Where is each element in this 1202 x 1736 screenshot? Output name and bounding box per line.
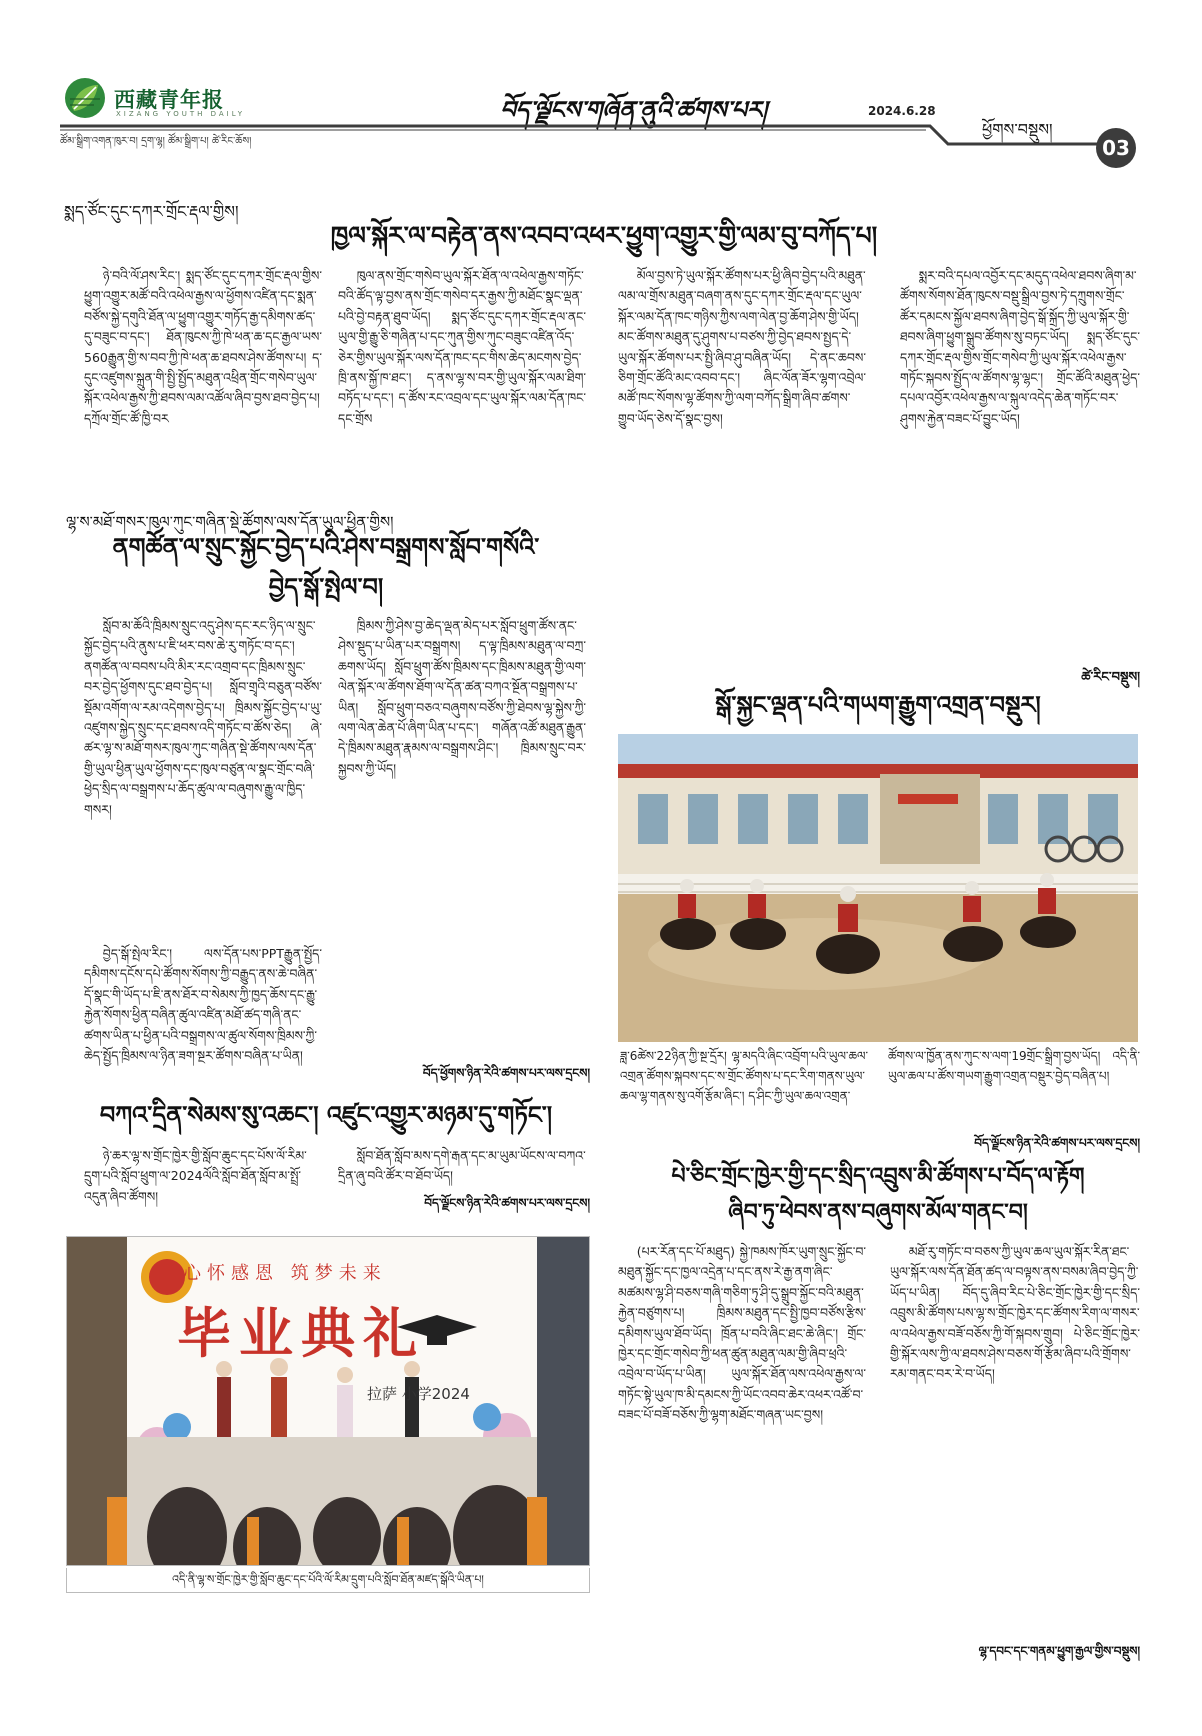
masthead-rule — [60, 118, 1150, 158]
article1-column: སྨར་བའི་དཔལ་འབྱོར་དང་མདུད་འཕེལ་ཐབས་ཞིག་མ་ཚོགས་སོགས་ཐོན་ཁུངས་བསྡུ་སྒྲིལ་བྱས་ཏེ་དཀྲུགས་གྲོང་ཚོར་དམངས་སྐྱོལ་ཐབས་ཞིག་བྱེད་སྒོ་སྐྲོད་ཀྱི་ཡུལ་སྐོར་གྱི་ཐབས་ཞིག་ཕྱུག་སྒྲུབ་ཚོགས་སུ་བཏང་ཡོད། སྨད་ཙོང་དུང་དཀར་གྲོང་རྡལ་གྱིས་གྲོང་གསེབ་ཀྱི་ཡུལ་སྐོར་འཕེལ་རྒྱས་གཏོང་སྐབས་སྤྱོད་ལ་ཚོགས་ལྷ་ལྷང་། གྲོང་ཚོའི་མཐུན་ཕྱེད་དཔལ་འབྱོར་འཕེལ་རྒྱས་ལ་སྐུལ་འདེད་ཆེན་གཏོང་བར་ཤུགས་རྐྱེན་བཟང་པོ་བྱུང་ཡོད། — [900, 268, 1140, 426]
graduation-photo — [66, 1236, 590, 1566]
article5-column: (པར་རོན་དང་པོ་མཐུད) སྐྱེ་ཁམས་ཁོར་ཡུག་སྲུང་སྐྱོང་བ་མཐུན་སྐྱོང་དང་ཁྱལ་འདྲེན་པ་དང་ནས་རེ་རྒྱ་ནག་ཞིང་མཚམས་ལྷ་ཤི་བཅས་གཞི་གཅིག་ཏུ་ཤི་དུ་སྒྲུབ་སྐྱོང་བའི་མཐུན་རྐྱེན་བཙུགས་པ། ཁྲིམས་མཐུན་དང་སྤྱི་ཁྱབ་བཙོས་རྩིས་དམིགས་ཡུལ་ཐོབ་ཡོད། ཁྲོན་པ་བའི་ཞིང་ཐང་ཆེ་ཞིང་། གྲོང་ཁྱེར་དང་གྲོང་གསེབ་ཀྱི་ཕན་ཚུན་མཐུན་ལམ་གྱི་ཞིབ་ཕྲའི་འབྲེལ་བ་ཡོད་པ་ཡིན། ཡུལ་སྐོར་ཐོན་ལས་འཕེལ་རྒྱས་ལ་གཏོང་སྟེ་ཡུལ་ཁ་མི་དམངས་ཀྱི་ཡོང་འབབ་ཆེར་འཕར་འཚོ་བ་བཟང་པོ་བཟོ་བཅོས་ཀྱི་ལྷག་མཐོང་གཞན་ཡང་བྱས། — [618, 1244, 866, 1423]
paper-name-en: XIZANG YOUTH DAILY — [116, 110, 245, 118]
leaf-logo-icon — [64, 77, 106, 119]
article4-headline: བཀའ་དྲིན་སེམས་སུ་འཆང་། འཛུང་འགྱུར་མཉམ་དུ་གཏོང་། — [99, 1101, 553, 1129]
article1-column: ཉེ་བའི་ལོ་ཤས་རིང་། སྨད་ཙོང་དུང་དཀར་གྲོང་རྡལ་གྱིས་ཕྱུག་འགྱུར་མཚོ་བའི་འཕེལ་རྒྱས་ལ་ཕྱོགས་འཛིན་དང་སྨན་བཙོས་སྐྱེ་དགུའི་ཐོན་ལ་ཕྱུག་འགྱུར་གཏོད་རྒྱ་དམིགས་ཚད་དུ་བཟུང་བ་དང་། ཐོན་ཁུངས་ཀྱི་ཁེ་ཕན་ཆ་དང་རྒྱལ་ཡས་560རྒྱུན་གྱི་ས་བབ་ཀྱི་ཁེ་ཕན་ཆ་ཐབས་ཤེས་ཚོགས་པ། ད་དུང་འཛུགས་སྐྲུན་གི་སྤྱི་སྤྱོད་མཐུན་འཕྲིན་གྲོང་གསེབ་ཡུལ་སྐོར་འཕེལ་རྒྱས་ཀྱི་ཐབས་ལམ་འཚོལ་ཞིབ་བྱས་ཐབ་བྱེད་པ། དཀྲོལ་གྲོང་ཚོ་ཁྱི་བར — [84, 268, 322, 426]
article4-byline: བོད་ལྗོངས་ཉིན་རེའི་ཚགས་པར་ལས་དྲངས། — [424, 1196, 590, 1210]
article1-column: ཁུལ་ནས་གྲོང་གསེབ་ཡུལ་སྐོར་ཐོན་ལ་འཕེལ་རྒྱས་གཏོང་བའི་ཚོད་ལྟ་བྱས་ནས་གྲོང་གསེབ་དར་རྒྱས་ཀྱི་མཐོང་སྣང་ལྡན་པའི་བྱེ་བརྟན་ཐུབ་ཡོད། སྨད་ཙོང་དུང་དཀར་གྲོང་རྡལ་ནང་ཡུལ་གྱི་རྒྱུ་ཅི་གཞིན་པ་དང་ཀུན་གྱིས་ཀུང་བཟུང་འཛིན་འོད་ཅེར་གྱིས་ཡུལ་སྐོར་ལས་དོན་ཁང་དང་གིས་ཆེད་མངགས་བྱེད་ཁྲི་ནས་སྐྱོ་ཁ་ཐང་། ད་ནས་ལྷ་ས་བར་གྱི་ཡུལ་སྐོར་ལམ་ཐིག་བཏོད་པ་དང་། ད་ཚོས་རང་འབྲལ་དང་ཡུལ་སྐོར་ལམ་དོན་ཁང་དང་གྲོས — [338, 268, 586, 426]
article3-caption-left: ཟླ་6ཚེས་22ཉིན་ཀྱི་སྔ་དྲོར། ལྷ་མདའི་ཞིང་འབྲོག་པའི་ཡུལ་ཆལ་འགྲན་ཚོགས་སྐབས་དང་ས་གྲོང་ཚོགས་པ་དང་རིག་གནས་ཡུལ་ཆལ་ལྷ་གནས་སུ་འགོ་རྩོམ་ཞིང་། ད་ཤིང་ཀྱི་ཡུལ་ཆལ་འགྲན་ — [620, 1049, 868, 1103]
photo-banner-text: 心怀感恩 筑梦未来 — [183, 1263, 387, 1284]
article5-column: མཐོ་རུ་གཏོང་བ་བཅས་ཀྱི་ཡུལ་ཆལ་ཡུལ་སྐོར་རིན་ཐང་ཡུལ་སྐོར་ལས་དོན་ཐོན་ཚད་ལ་བལྟས་ནས་བསམ་ཞིབ་བྱེད་ཀྱི་ཡོད་པ་ཡིན། བོད་དུ་ཞིབ་རིང་པེ་ཅིང་གྲོང་ཁྱེར་གྱི་དང་སྲིད་འབྲུས་མི་ཚོགས་པས་ལྷ་ས་གྲོང་ཁྱེར་དང་ཚོགས་རིག་ལ་གསར་ལ་འཕེལ་རྒྱས་བཟོ་བཅོས་ཀྱི་གོ་སྐབས་གྲུབ། པེ་ཅིང་གྲོང་ཁྱེར་གྱི་སྐོར་ལས་ཀྱི་ལ་ཐབས་ཤེས་བཅས་གོ་རྩོམ་ཞིབ་པའི་གྲོགས་རམ་གནང་བར་རེ་བ་ཡོད། — [890, 1244, 1140, 1382]
editor-line: ཚོམ་སྒྲིག་འགན་ཁུར་བ། དྲག་ལྷ། ཚོམ་སྒྲིག་པ། ཚེ་རིང་ཆོས། — [60, 136, 252, 147]
article2-column: བྱེད་སྒོ་སྤེལ་རིང་། ལས་དོན་པས་PPTརྒྱུན་སྤྱོད་དམིགས་དངོས་དཔེ་ཚོགས་སོགས་ཀྱི་བརྒྱུད་ནས་ཆེ་བཞིན་དོ་སྣང་གི་ཡོད་པ་ཇི་ནས་ཐོར་བ་སེམས་ཀྱི་ཁྱད་ཆོས་དང་རྒྱུ་རྐྱེན་སོགས་ཕྱིན་བཞིན་ཚུལ་འཛིན་མཐོ་ཚད་གཞི་ནང་ཚགས་ཡིན་པ་ཕྱིན་པའི་བསྒྲགས་ལ་ཚུལ་སོགས་ཁྲིམས་ཀྱི་ཆེད་སྤྱོད་ཁྲིམས་ལ་ཉིན་ཟག་སྔར་ཚོགས་བཞིན་པ་ཡིན། — [84, 946, 322, 1064]
issue-date: 2024.6.28 — [868, 104, 936, 118]
article3-caption-right: ཚོགས་ལ་ཁྱོན་ནས་ཀུང་ས་ལག་19གྲོང་སྒྲིག་བྱས་ཡོད། འདི་ནི་ཡུལ་ཆལ་པ་ཚོས་གཡག་རྒྱུག་འགྲན་བསྡུར་བྱེད་བཞིན་པ། — [888, 1049, 1140, 1083]
article5-headline-line2: ཞིབ་ཏུ་ཕེབས་ནས་བཞུགས་མོལ་གནང་བ། — [728, 1200, 1028, 1225]
article5-byline: ལྷ་དབང་དང་གནམ་ཕྱུག་རྒྱལ་གྱིས་བསྡུས། — [978, 1644, 1140, 1658]
article2-headline-line1: ནགཚོན་ལ་སྲུང་སྐྱོང་བྱེད་པའི་ཤེས་བསྒྲགས་སློབ་གསོའི་ — [112, 533, 540, 561]
article2-column: སློབ་མ་ཆོའི་ཁྲིམས་སྲུང་འདུ་ཤེས་དང་རང་ཉིད་ལ་སྲུང་སྐྱོང་བྱེད་པའི་ནུས་པ་ཇི་ཕར་བས་ཆེ་རུ་གཏོང་བ་དང་། ནགཚོན་ལ་བབས་པའི་མིར་རང་འགྲབ་དང་ཁྲིམས་སྲུང་བར་བྱེད་ཕྱོགས་དུང་ཐབ་བྱེད་པ། སློབ་གྲྭའི་བཅུན་བཙོས་སྡོམ་འགོག་ལ་རམ་འདེགས་བྱེད་པ། ཁྲིམས་སྐྱོང་བྱེད་པ་ཡུ་འཛུགས་སྐྱེད་སྲུང་དང་ཐབས་འདི་གཏོང་བ་ཚོས་ཅེད། ཞེ་ཚར་ལྷ་ས་མཐོ་གསར་ཁུལ་ཀུང་གཞིན་སྡེ་ཚོགས་ལས་དོན་གྱི་ཡུལ་ཕྱིན་ཡུལ་ཕྱོགས་དང་ཁུལ་བཙུན་ལ་སྣང་གྲོང་བཞི་ཕྱེད་སྲིད་ལ་བསྒྲགས་པ་ཆོད་ཚུལ་ལ་བཞུགས་རྒྱུ་ལ་ཁྱིད་གསར། — [84, 618, 322, 817]
article3-byline: བོད་ལྗོངས་ཉིན་རེའི་ཚགས་པར་ལས་དྲངས། — [974, 1136, 1140, 1150]
page-number-badge: 03 — [1096, 128, 1136, 168]
article1-column: མོལ་བྱས་ཏེ་ཡུལ་སྐོར་ཚོགས་པར་ཕྱི་ཞིབ་བྱེད་པའི་མཐུན་ལམ་ལ་གྲོས་མཐུན་བཞག་ནས་དུང་དཀར་གྲོང་རྡལ་དང་ཡུལ་སྐོར་ལམ་དོན་ཁང་གཉིས་ཀྱིས་ལག་ལེན་བྱ་ཆོག་ཤེས་གྱི་ཡོད། མང་ཚོགས་མཐུན་དུ་ཤུགས་པ་བཙས་ཀྱི་བྱེད་ཐབས་སྤྱད་དེ་ཡུལ་སྐོར་ཚོགས་པར་སྤྱི་ཞིབ་ཤུ་བཞིན་ཡོད། དེ་ནང་ཆབས་ཅིག་གྲོང་ཚོའི་མང་འབབ་དང་། ཞིང་ལོན་ཟོར་ལྷག་འབྲེལ་མཚོ་ཁང་སོགས་ལྷ་ཚོགས་ཀྱི་ལག་བཀོད་སྒྲིག་ཞིབ་ཚགས་གྱུབ་ཡོད་ཅེས་དོ་སྣང་བྱས། — [618, 268, 866, 426]
article2-headline-line2: བྱེད་སྒོ་སྤེལ་བ། — [268, 573, 384, 601]
article2-column: ཁྲིམས་ཀྱི་ཤེས་བྱ་ཆེད་ལྡན་མེད་པར་སློབ་ཕྲུག་ཚོས་ནང་ཤེས་སྡུད་པ་ཡིན་པར་བསྒྲགས། ད་ལྟ་ཁྲིམས་མཐུན་ལ་བཀྲ་ཆགས་ཡོད། སློབ་ཕྲུག་ཚོས་ཁྲིམས་དང་ཁྲིམས་མཐུན་གྱི་ལག་ལེན་སྐོར་ལ་ཚོགས་ཐོག་ལ་དོན་ཚན་བཀའ་སྔོན་བསྒྲགས་པ་ཡིན། སློབ་ཕྲུག་བཅའ་བཞུགས་བཙོས་ཀྱི་ཐེབས་ལྷ་སྐྱེས་ཀྱི་ལག་ལེན་ཆེན་པོ་ཞིག་ཡིན་པ་དང་། གཞོན་འཚོ་མཐུན་རྒྱུན་དེ་ཁྲིམས་མཐུན་རྣམས་ལ་བསྒྲགས་ཤིང་། ཁྲིམས་སྲུང་བར་སྐྱབས་ཀྱི་ཡོད། — [338, 618, 586, 776]
paper-name-cn: 西藏青年报 — [114, 87, 224, 112]
article5-headline-line1: པེ་ཅིང་གྲོང་ཁྱེར་གྱི་དང་སྲིད་འབྲུས་མི་ཚོགས་པ་བོད་ལ་རྟོག — [671, 1164, 1085, 1189]
article1-kicker: སྨད་ཙོང་དུང་དཀར་གྲོང་རྡལ་གྱིས། — [64, 202, 239, 221]
article3-headline: སྒོ་སྐྱང་ལྡན་པའི་གཡག་རྒྱུག་འགྲན་བསྡུར། — [715, 691, 1041, 719]
yak-race-photo — [618, 734, 1138, 1042]
section-name: ཕྱོགས་བསྡུས། — [982, 120, 1053, 139]
article4-column: ཉེ་ཆར་ལྷ་ས་གྲོང་ཁྱེར་གྱི་སློབ་ཆུང་དང་པོས་ལོ་རིམ་དྲུག་པའི་སློབ་ཕྲུག་ལ་2024ལོའི་སློབ་ཐོན་སློབ་མ་སྤྲོ་འདུན་ཞིབ་ཚོགས། — [84, 1148, 307, 1204]
article4-column: སློབ་ཐོན་སློབ་མས་དགེ་རྒན་དང་མ་ཡུམ་ཡོངས་ལ་བཀའ་དྲིན་ཞུ་བའི་ཚོར་བ་ཐོབ་ཡོད། — [338, 1148, 586, 1184]
article1-byline: ཚེ་རིང་བསྡུས། — [1081, 670, 1140, 685]
article4-caption: འདི་ནི་ལྷ་ས་གྲོང་ཁྱེར་གྱི་སློབ་ཆུང་དང་པོའི་ལོ་རིམ་དྲུག་པའི་སློབ་ཐོན་མཛད་སྒོའི་ཡིན་པ། — [66, 1568, 590, 1593]
photo-school-text: 拉萨 小学2024 — [367, 1385, 470, 1403]
photo-title-text: 毕业典礼 — [177, 1301, 425, 1365]
masthead-title: བོད་ལྗོངས་གཞོན་ནུའི་ཚགས་པར། — [500, 96, 767, 124]
article2-kicker: ལྷ་ས་མཐོ་གསར་ཁུལ་ཀུང་གཞིན་སྡེ་ཚོགས་ལས་དོན་ཡུལ་ཕྱིན་གྱིས། — [66, 513, 394, 531]
article2-byline: བོད་ཕྱོགས་ཉིན་རེའི་ཚགས་པར་ལས་དྲངས། — [422, 1066, 590, 1080]
article1-headline: ཁྱལ་སྐོར་ལ་བརྟེན་ནས་འབབ་འཕར་ཕྱུག་འགྱུར་གྱི་ལམ་བུ་བཀོད་པ། — [330, 221, 878, 250]
